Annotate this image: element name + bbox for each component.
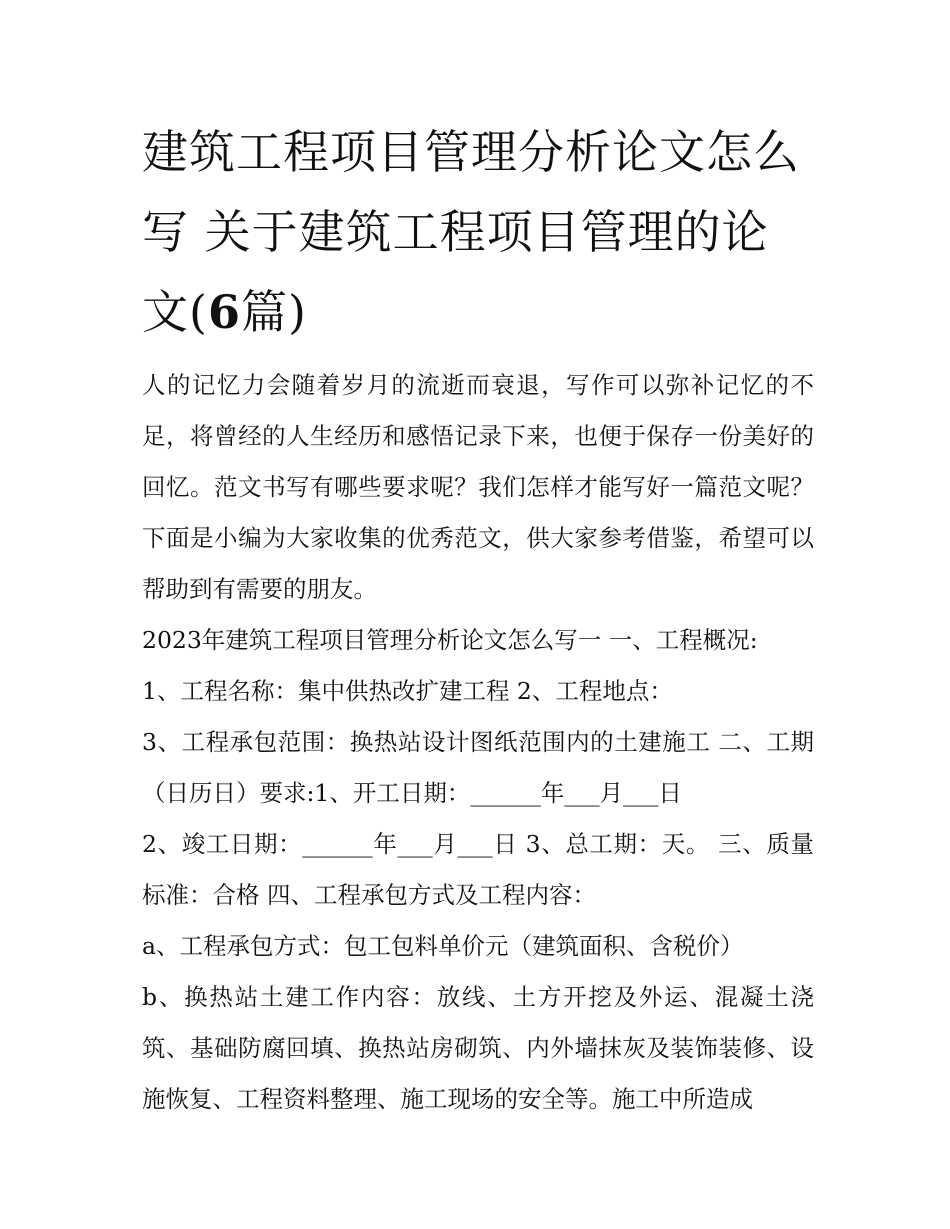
document-body xyxy=(142,112,814,1125)
title-count: 6 xyxy=(207,285,241,339)
paragraph-completion: 2、竣工日期：______年___月___日 3、总工期：天。 三、质量标准：合格 四、工程承包方式及工程内容： xyxy=(142,830,814,909)
title-suffix: 篇) xyxy=(240,285,307,339)
title-text: 建筑工程项目管理分析论文怎么写 关于建筑工程项目管理的论文( xyxy=(142,125,800,339)
paragraph-work-content: b、换热站土建工作内容：放线、土方开挖及外运、混凝土浇筑、基础防腐回填、换热站房砌筑、内外墙抹灰及装饰装修、设施恢复、工程资料整理、施工现场的安全等。施工中所造成 xyxy=(142,983,814,1113)
section-heading: 2023年建筑工程项目管理分析论文怎么写一 一、工程概况: xyxy=(142,626,758,654)
paragraph-project-name: 1、工程名称：集中供热改扩建工程 2、工程地点： xyxy=(142,677,673,705)
intro-paragraph: 人的记忆力会随着岁月的流逝而衰退，写作可以弥补记忆的不足，将曾经的人生经历和感悟记录下来，也便于保存一份美好的回忆。范文书写有哪些要求呢？我们怎样才能写好一篇范文呢？下面是小编为大家收集的优秀范文，供大家参考借鉴，希望可以帮助到有需要的朋友。 xyxy=(142,371,814,603)
paragraph-contract-method: a、工程承包方式：包工包料单价元（建筑面积、含税价） xyxy=(142,932,744,960)
paragraph-scope: 3、工程承包范围：换热站设计图纸范围内的土建施工 二、工期（日历日）要求:1、开工日期：______年___月___日 xyxy=(142,728,814,807)
document-title xyxy=(142,112,814,352)
